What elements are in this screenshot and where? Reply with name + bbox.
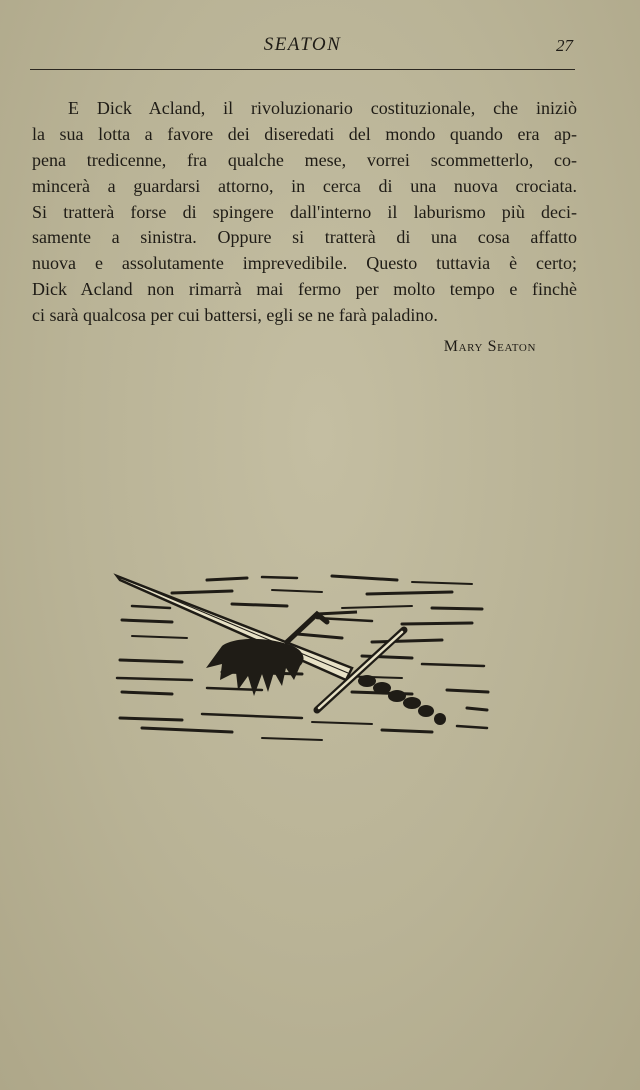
page-header <box>30 34 575 68</box>
page-number: 27 <box>556 36 573 55</box>
text-line: mincerà a guardarsi attorno, in cerca di una nuova crociata. <box>32 175 577 196</box>
author-signature: Mary Seaton <box>443 338 536 355</box>
text-line: Dick Acland non rimarrà mai fermo per molto tempo e finchè <box>32 279 577 300</box>
text-line: E Dick Acland, il rivoluzionario costituzionale, che iniziò <box>68 98 577 118</box>
text-line: pena tredicenne, fra qualche mese, vorrei scommetterlo, co- <box>32 149 577 170</box>
header-rule <box>30 69 575 70</box>
text-line: Si tratterà forse di spingere dall'interno il laburismo più deci- <box>32 201 577 222</box>
text-line: ci sarà qualcosa per cui battersi, egli se ne farà paladino. <box>32 305 438 326</box>
text-line: nuova e assolutamente imprevedibile. Questo tuttavia è certo; <box>32 253 577 274</box>
text-line: la sua lotta a favore dei diseredati del mondo quando era ap- <box>32 123 577 144</box>
running-title: SEATON <box>263 34 342 55</box>
body-paragraph <box>32 96 577 329</box>
text-line: samente a sinistra. Oppure si tratterà di una cosa affatto <box>32 227 577 248</box>
sword-and-hand-woodcut-icon <box>112 568 492 748</box>
